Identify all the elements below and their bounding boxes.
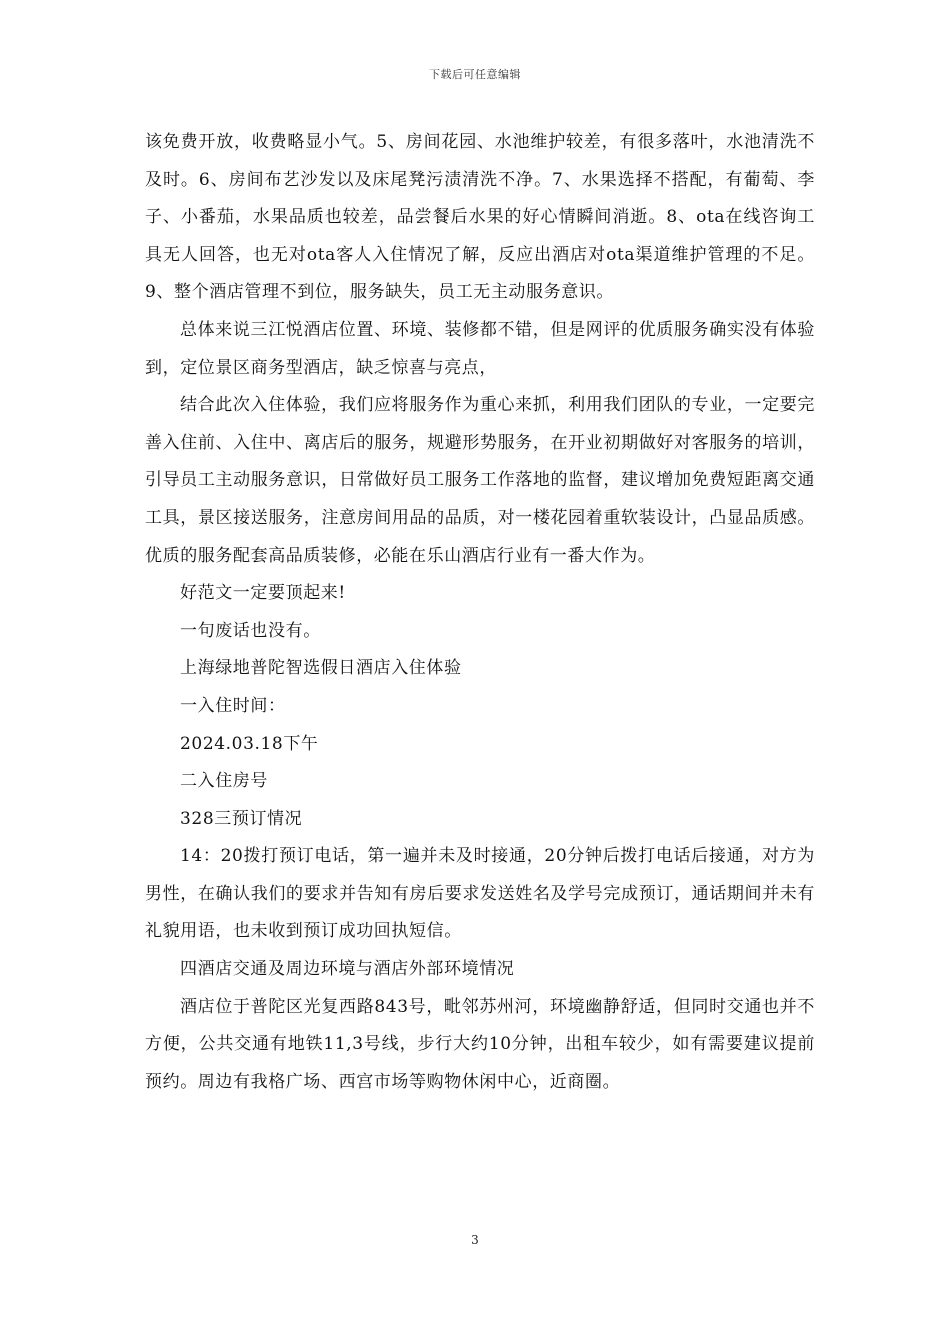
section-title: 上海绿地普陀智选假日酒店入住体验 — [180, 658, 462, 679]
room-number-and-booking-heading: 328三预订情况 — [180, 808, 303, 829]
paragraph-continuation: 该免费开放，收费略显小气。5、房间花园、水池维护较差，有很多落叶，水池清洗不及时。6、房间布艺沙发以及床尾凳污渍清洗不净。7、水果选择不搭配，有葡萄、李子、小番茄，水果品质也较差，品尝餐后水果的好心情瞬间消逝。8、ota在线咨询工具无人回答，也无对ota客人入住情况了解，反应出酒店对ota渠道维护管理的不足。9、整个酒店管理不到位，服务缺失，员工无主动服务意识。 — [145, 132, 815, 303]
checkin-time-value: 2024.03.18下午 — [180, 733, 319, 754]
heading-room-number: 二入住房号 — [180, 771, 268, 792]
paragraph-summary: 总体来说三江悦酒店位置、环境、装修都不错，但是网评的优质服务确实没有体验到，定位景区商务型酒店，缺乏惊喜与亮点， — [145, 319, 815, 378]
paragraph-booking-details: 14：20拨打预订电话，第一遍并未及时接通，20分钟后拨打电话后接通，对方为男性，在确认我们的要求并告知有房后要求发送姓名及学号完成预订，通话期间并未有礼貌用语，也未收到预订成功回执短信。 — [145, 846, 815, 942]
document-body — [145, 124, 815, 1101]
paragraph-cheer: 好范文一定要顶起来! — [180, 583, 346, 604]
page-number: 3 — [471, 1233, 479, 1247]
paragraph-recommendations: 结合此次入住体验，我们应将服务作为重心来抓，利用我们团队的专业，一定要完善入住前、入住中、离店后的服务，规避形势服务，在开业初期做好对客服务的培训，引导员工主动服务意识，日常做好员工服务工作落地的监督，建议增加免费短距离交通工具，景区接送服务，注意房间用品的品质，对一楼花园着重软装设计，凸显品质感。优质的服务配套高品质装修，必能在乐山酒店行业有一番大作为。 — [145, 395, 815, 566]
paragraph-no-nonsense: 一句废话也没有。 — [180, 620, 321, 641]
paragraph-location-details: 酒店位于普陀区光复西路843号，毗邻苏州河，环境幽静舒适，但同时交通也并不方便，公共交通有地铁11,3号线，步行大约10分钟，出租车较少，如有需要建议提前预约。周边有我格广场、西宫市场等购物休闲中心，近商圈。 — [145, 996, 815, 1092]
heading-transport-environment: 四酒店交通及周边环境与酒店外部环境情况 — [180, 959, 515, 980]
page-header: 下载后可任意编辑 — [429, 68, 521, 81]
heading-checkin-time: 一入住时间： — [180, 695, 286, 716]
